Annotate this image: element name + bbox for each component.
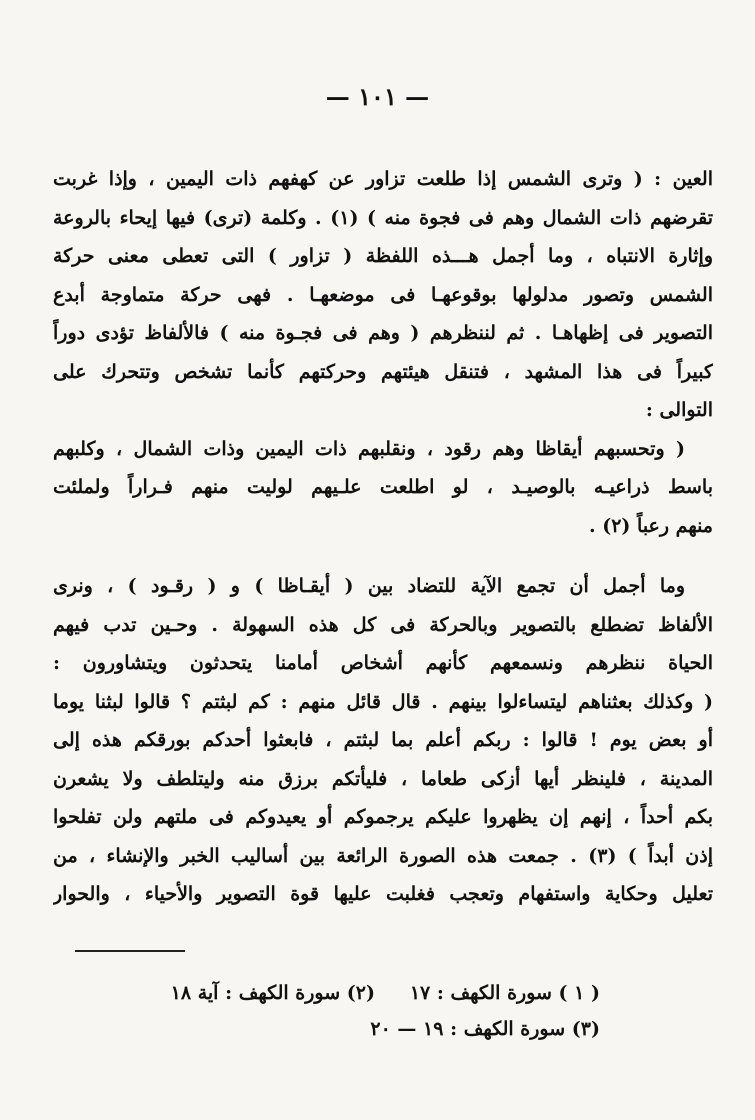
text-line: إذن أبداً ) (٣) . جمعت هذه الصورة الرائعة بين أساليب الخبر والإنشاء ، من: [53, 844, 713, 867]
text-line: تقرضهم ذات الشمال وهم فى فجوة منه ) (١) . وكلمة (ترى) فيها إيحاء بالروعة: [53, 206, 713, 229]
text-line: الشمس وتصور مدلولها بوقوعهـا فى موضعهـا . فهى حركة متماوجة أبدع: [53, 283, 713, 306]
text-line: تعليل وحكاية واستفهام وتعجب فغلبت عليها قوة التصوير والأحياء ، والحوار: [53, 883, 713, 905]
text-line: ( وتحسبهم أيقاظا وهم رقود ، ونقلبهم ذات اليمين وذات الشمال ، وكلبهم: [53, 437, 685, 460]
text-line: الحياة ننظرهم ونسمعهم كأنهم أشخاص أمامنا يتحدثون ويتشاورون :: [53, 652, 713, 674]
text-line: التوالى :: [645, 399, 713, 421]
text-line: العين : ( وترى الشمس إذا طلعت تزاور عن كهفهم ذات اليمين ، وإذا غربت: [53, 168, 713, 190]
text-line: المدينة ، فلينظر أيها أزكى طعاما ، فليأتكم برزق منه وليتلطف ولا يشعرن: [53, 767, 713, 790]
paragraph-gap: [53, 545, 713, 567]
page-number: — ١٠١ —: [325, 82, 430, 111]
text-line: وإثارة الانتباه ، وما أجمل هـــذه اللفظة ( تزاور ) التى تعطى معنى حركة: [53, 245, 713, 267]
body-text: [53, 160, 713, 914]
text-line: بكم أحداً ، إنهم إن يظهروا عليكم يرجموكم أو يعيدوكم فى ملتهم ولن تفلحوا: [53, 806, 713, 828]
footnote-2: (٢) سورة الكهف : آية ١٨: [170, 982, 375, 1004]
footnote-1: ( ١ ) سورة الكهف : ١٧: [409, 982, 600, 1004]
footnotes: [150, 975, 600, 1047]
text-line: ( وكذلك بعثناهم ليتساءلوا بينهم . قال قائل منهم : كم لبثتم ؟ قالوا لبثنا يوما: [53, 690, 713, 713]
text-line: منهم رعباً (٢) .: [588, 514, 713, 537]
text-line: الألفاظ تضطلع بالتصوير وبالحركة فى كل هذه السهولة . وحـين تدب فيهم: [53, 613, 713, 636]
footnote-3: (٣) سورة الكهف : ١٩ — ٢٠: [370, 1018, 600, 1040]
text-line: أو بعض يوم ! قالوا : ربكم أعلم بما لبثتم ، فابعثوا أحدكم بورقكم هذه إلى: [53, 729, 713, 751]
text-line: وما أجمل أن تجمع الآية للتضاد بين ( أيقـاظا ) و ( رقـود ) ، ونرى: [53, 575, 685, 597]
footnote-divider: [75, 950, 185, 952]
text-line: باسط ذراعيـه بالوصيـد ، لو اطلعت علـيهم لوليت منهم فـراراً ولملئت: [53, 476, 713, 498]
text-line: التصوير فى إظهاهـا . ثم لننظرهم ( وهم فى فجـوة منه ) فالألفاظ تؤدى دوراً: [53, 322, 713, 344]
text-line: كبيراً فى هذا المشهد ، فتنقل هيئتهم وحركتهم كأنما تشخص وتتحرك على: [53, 360, 713, 383]
